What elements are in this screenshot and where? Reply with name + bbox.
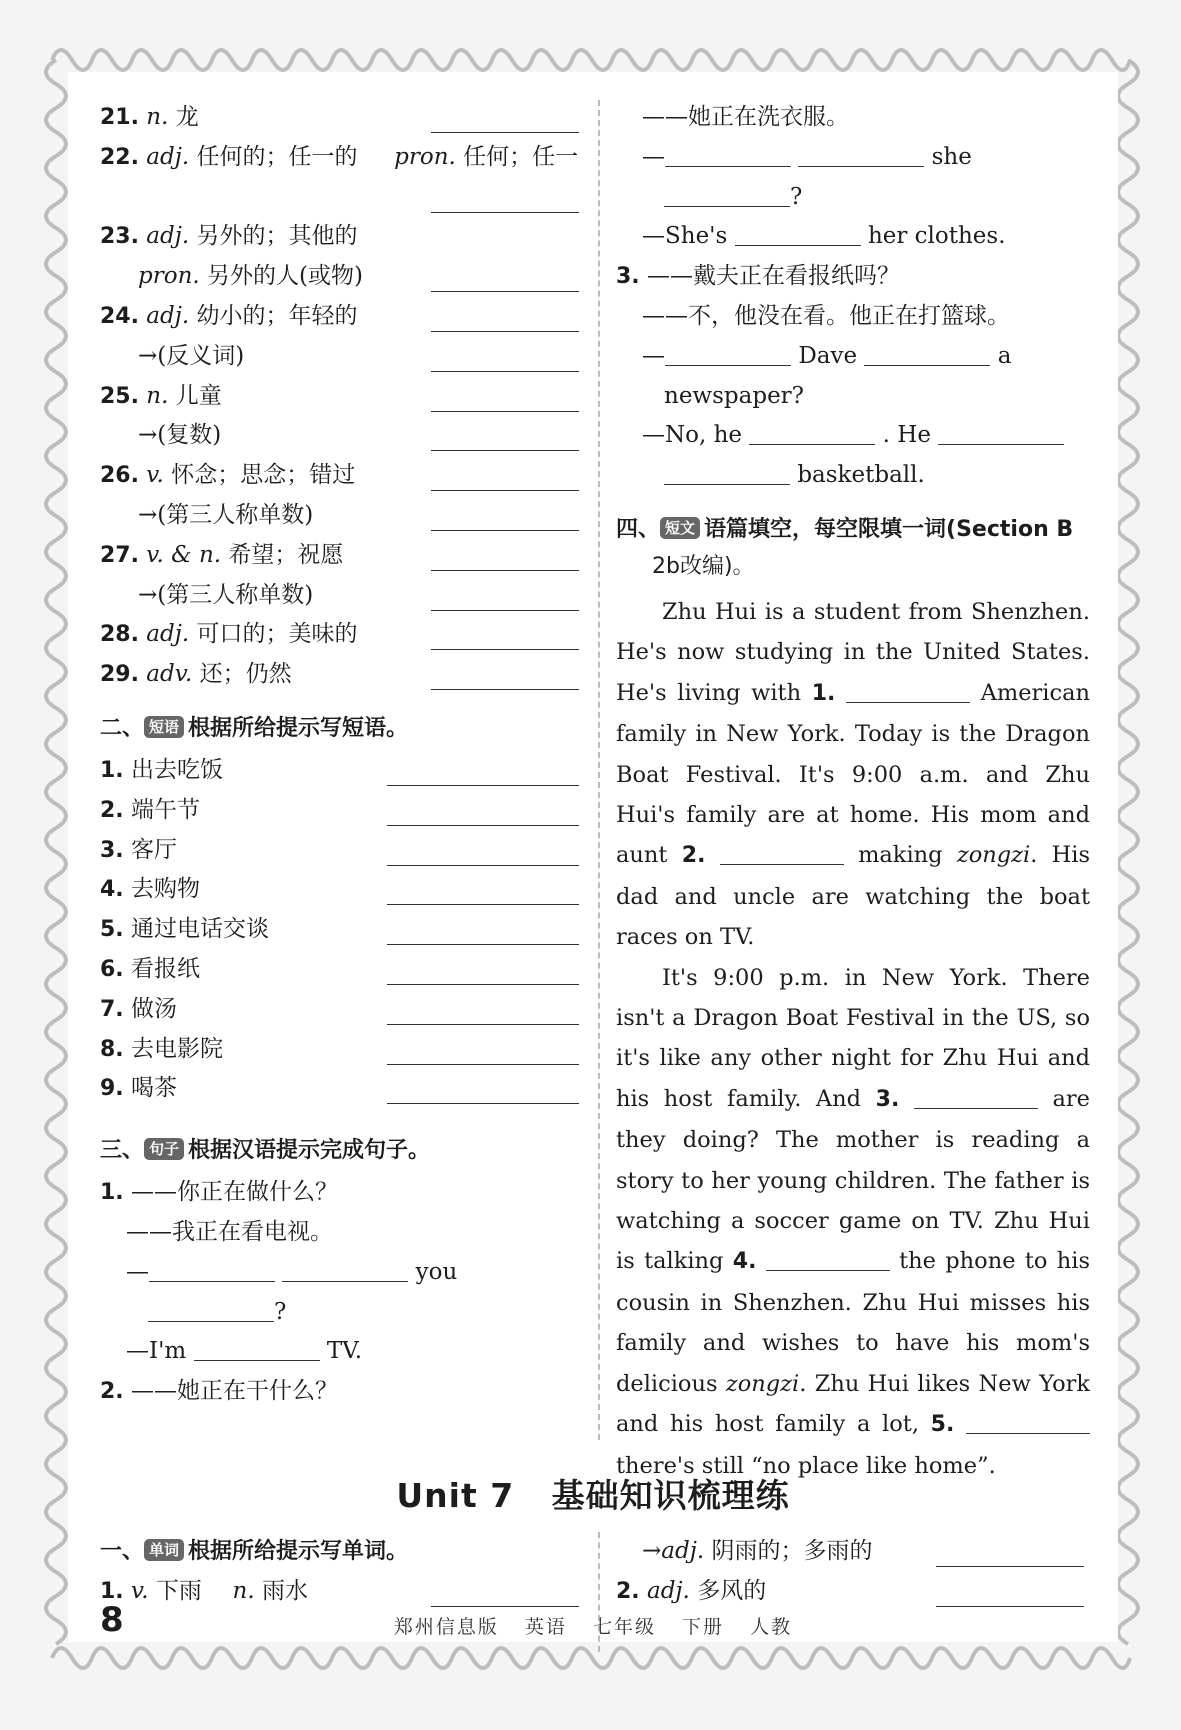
word-hint: 另外的；其他的 [196, 223, 358, 250]
part-of-speech: adj. [646, 1577, 690, 1604]
blank-number: 2. [681, 843, 706, 869]
part-of-speech: n. [232, 1578, 255, 1604]
sentence-2-en-question-cont [616, 178, 1090, 218]
phrase-row-8 [100, 1030, 585, 1070]
section-title: 根据所给提示写短语。 [188, 715, 409, 741]
word-hint: 另外的人(或物) [207, 263, 363, 290]
item-number: 3. [100, 837, 124, 863]
answer-blank[interactable] [387, 801, 579, 826]
passage-blank-4[interactable] [766, 1244, 890, 1271]
part-of-speech: adj. [146, 143, 190, 170]
phrase-hint: 做汤 [130, 995, 177, 1022]
passage-text: Zhu Hui is a student from Shenzhen. He's now studying in the United States. He's living with [616, 598, 1090, 706]
word-hint: →(复数) [138, 422, 222, 449]
section-2-heading [100, 707, 585, 751]
item-number: 26. [100, 463, 139, 489]
passage-blank-5[interactable] [966, 1407, 1090, 1434]
blank-number: 3. [875, 1086, 900, 1112]
answer-blank[interactable] [431, 546, 579, 571]
english-text: —I'm [126, 1338, 187, 1365]
answer-blank[interactable] [431, 426, 579, 451]
item-number: 8. [100, 1036, 124, 1062]
english-text: Dave [798, 342, 858, 369]
english-text: a [997, 342, 1012, 369]
blank-number: 5. [930, 1412, 955, 1438]
item-number: 27. [100, 542, 139, 568]
word-hint: 下雨 [155, 1578, 202, 1604]
footer-grade: 七年级 [592, 1616, 656, 1638]
word-row-22-blank [100, 178, 585, 218]
word-hint: 任何的；任一的 [196, 143, 358, 170]
passage-blank-3[interactable] [914, 1082, 1038, 1109]
item-number: 29. [100, 662, 139, 688]
section-title: 语篇填空，每空限填一词(Section B [704, 516, 1074, 542]
section-tag: 短文 [660, 517, 700, 539]
english-text: her clothes. [867, 223, 1006, 250]
answer-blank[interactable] [431, 267, 579, 292]
sentence-2-en-question: — she [616, 138, 1090, 178]
section-4-heading-cont [616, 548, 1090, 586]
word-row-26b [100, 496, 585, 536]
word-row-27b [100, 576, 585, 616]
answer-blank[interactable] [664, 458, 790, 485]
word-hint: 阴雨的；多雨的 [711, 1538, 873, 1564]
passage-blank-2[interactable] [720, 838, 844, 865]
word-hint: 还；仍然 [199, 661, 292, 688]
word-hint: 可口的；美味的 [196, 621, 358, 648]
answer-blank[interactable] [936, 1542, 1084, 1567]
passage-text: . Zhu Hui likes New York and his host family a lot, [616, 1370, 1091, 1438]
word-hint: 希望；祝愿 [228, 541, 344, 568]
chinese-prompt: ——她正在洗衣服。 [642, 104, 849, 130]
answer-blank[interactable] [664, 180, 790, 207]
word-hint: 怀念；思念；错过 [171, 462, 356, 489]
phrase-row-1 [100, 751, 585, 791]
english-text: TV. [326, 1338, 363, 1365]
section-prefix: 二、 [100, 715, 145, 741]
word-row-27 [100, 536, 585, 576]
sentence-1-cn-answer [100, 1213, 585, 1253]
sentence-1-cn-question [100, 1173, 585, 1213]
answer-blank[interactable] [387, 920, 579, 945]
sentence-3-cn-answer [616, 297, 1090, 337]
english-text: newspaper? [664, 382, 805, 409]
sentence-2-cn-answer [616, 98, 1090, 138]
page-number: 8 [100, 1600, 124, 1640]
item-number: 2. [616, 1578, 640, 1604]
section-4-heading [616, 512, 1090, 548]
english-text: ? [274, 1298, 287, 1325]
passage-paragraph-2 [616, 958, 1090, 1486]
phrase-hint: 通过电话交谈 [130, 916, 269, 943]
english-text: —She's [642, 223, 728, 250]
word-hint: 龙 [175, 104, 199, 130]
answer-blank[interactable] [431, 466, 579, 491]
word-row-25b [100, 416, 585, 456]
part-of-speech: n. [146, 104, 169, 130]
sentence-3-en-question-cont [616, 377, 1090, 417]
unit7-word-2 [616, 1572, 1090, 1612]
answer-blank[interactable] [938, 418, 1064, 445]
answer-blank[interactable] [431, 506, 579, 531]
answer-blank[interactable] [387, 1040, 579, 1065]
section-title: 2b改编)。 [652, 553, 755, 579]
word-row-21 [100, 98, 585, 138]
passage-text: are they doing? The mother is reading a story to her young children. The father is watching a soccer game on TV. Zhu Hui is talking [616, 1085, 1090, 1275]
phrase-row-3 [100, 831, 585, 871]
answer-blank[interactable] [798, 140, 924, 167]
word-hint: →(反义词) [138, 342, 245, 369]
passage-text: zongzi [725, 1370, 800, 1397]
passage-blank-1[interactable] [846, 676, 970, 703]
footer-subject: 英语 [524, 1616, 567, 1638]
part-of-speech: adv. [146, 661, 193, 688]
answer-blank[interactable] [864, 339, 990, 366]
part-of-speech: pron. [138, 263, 200, 290]
section-title: 根据所给提示写单词。 [188, 1539, 409, 1564]
item-number: 1. [100, 757, 124, 783]
phrase-row-6 [100, 950, 585, 990]
word-hint: 幼小的；年轻的 [196, 302, 358, 329]
left-column [100, 98, 585, 1412]
section-prefix: 三、 [100, 1138, 145, 1164]
english-text: —No, he [642, 422, 743, 449]
phrase-hint: 喝茶 [130, 1075, 177, 1102]
worksheet [68, 72, 1118, 1642]
item-number: 1. [100, 1579, 124, 1604]
word-row-28 [100, 615, 585, 655]
item-number: 6. [100, 956, 124, 982]
word-hint: 任何；任一 [463, 143, 579, 170]
chinese-prompt: ——我正在看电视。 [126, 1218, 333, 1245]
answer-blank[interactable] [431, 347, 579, 372]
item-number: 2. [100, 797, 124, 823]
phrase-hint: 去电影院 [130, 1035, 223, 1062]
unit7-right [616, 1532, 1090, 1612]
word-row-23 [100, 217, 585, 257]
sentence-1-en-question-cont [100, 1293, 585, 1333]
answer-blank[interactable] [431, 307, 579, 332]
english-text: you [415, 1258, 458, 1285]
phrase-hint: 去购物 [130, 876, 200, 903]
passage-text: American family in New York. Today is the Dragon Boat Festival. It's 9:00 a.m. and Zhu Hui's family are at home. His mom and aunt [616, 679, 1090, 869]
part-of-speech: v. [130, 1578, 149, 1604]
phrase-hint: 端午节 [130, 796, 200, 823]
english-text: ? [790, 183, 803, 210]
answer-blank[interactable] [749, 418, 875, 445]
phrase-row-9 [100, 1069, 585, 1109]
footer-volume: 下册 [682, 1616, 725, 1638]
section-tag: 单词 [144, 1539, 184, 1561]
item-number: 9. [100, 1076, 124, 1102]
answer-blank[interactable] [431, 1582, 579, 1607]
answer-blank[interactable] [387, 1000, 579, 1025]
blank-number: 4. [732, 1249, 757, 1275]
item-number: 4. [100, 877, 124, 903]
word-hint: → [642, 1538, 662, 1564]
unit7-left [100, 1532, 585, 1612]
section-title: 根据汉语提示完成句子。 [188, 1138, 431, 1164]
word-hint: →(第三人称单数) [138, 501, 314, 528]
item-number: 24. [100, 303, 139, 329]
word-hint: 多风的 [697, 1577, 767, 1604]
phrase-row-7 [100, 990, 585, 1030]
answer-blank[interactable] [431, 188, 579, 213]
column-divider [598, 100, 600, 1440]
sentence-2-en-answer [616, 217, 1090, 257]
phrase-row-2 [100, 791, 585, 831]
blank-number: 1. [811, 680, 836, 706]
section-tag: 句子 [144, 1138, 184, 1160]
part-of-speech: n. [146, 382, 169, 409]
phrase-hint: 看报纸 [130, 955, 200, 982]
item-number: 21. [100, 105, 139, 130]
chinese-prompt: ——你正在做什么？ [130, 1179, 338, 1206]
item-number: 1. [100, 1180, 124, 1206]
part-of-speech: adj. [661, 1538, 705, 1564]
item-number: 5. [100, 917, 124, 943]
item-number: 25. [100, 383, 139, 409]
passage-text: zongzi [956, 842, 1031, 869]
answer-blank[interactable] [149, 1255, 275, 1282]
item-number: 23. [100, 224, 139, 250]
answer-blank[interactable] [148, 1295, 274, 1322]
right-column [616, 98, 1090, 1486]
answer-blank[interactable] [387, 880, 579, 905]
word-row-23b [100, 257, 585, 297]
item-number: 28. [100, 622, 139, 648]
answer-blank[interactable] [431, 665, 579, 690]
word-hint: →(第三人称单数) [138, 581, 314, 608]
english-text: . He [882, 422, 931, 449]
answer-blank[interactable] [431, 586, 579, 611]
passage-text: there's still “no place like home”. [616, 1452, 996, 1479]
item-number: 22. [100, 144, 139, 170]
phrase-hint: 客厅 [130, 836, 177, 863]
answer-blank[interactable] [665, 339, 791, 366]
section-tag: 短语 [144, 716, 184, 738]
unit7-word-1b [616, 1532, 1090, 1572]
word-hint: 儿童 [175, 382, 222, 409]
answer-blank[interactable] [387, 761, 579, 786]
phrase-hint: 出去吃饭 [130, 756, 223, 783]
chinese-prompt: ——不，他没在看。他正在打篮球。 [642, 302, 1010, 329]
sentence-1-en-answer [100, 1332, 585, 1372]
footer [68, 1612, 1118, 1639]
phrase-row-5 [100, 910, 585, 950]
sentence-3-cn-question [616, 257, 1090, 297]
sentence-1-en-question: — you [100, 1253, 585, 1293]
chinese-prompt: ——她正在干什么？ [130, 1378, 338, 1405]
part-of-speech: v. [146, 462, 164, 489]
section-prefix: 四、 [616, 516, 661, 542]
answer-blank[interactable] [665, 140, 791, 167]
passage-text: making [858, 842, 943, 869]
english-text: she [931, 143, 972, 170]
answer-blank[interactable] [194, 1334, 320, 1361]
english-text: basketball. [797, 462, 925, 489]
part-of-speech: v. & n. [146, 541, 222, 568]
word-row-26 [100, 456, 585, 496]
word-row-24b [100, 337, 585, 377]
answer-blank[interactable] [387, 1079, 579, 1104]
part-of-speech: pron. [394, 143, 456, 170]
word-row-22 [100, 138, 585, 178]
answer-blank[interactable] [936, 1582, 1084, 1607]
word-row-25 [100, 377, 585, 417]
item-number: 2. [100, 1379, 124, 1405]
word-row-24 [100, 297, 585, 337]
sentence-3-en-answer-cont [616, 456, 1090, 496]
passage-text: the phone to his cousin in Shenzhen. Zhu Hui misses his family and wishes to have his mom's delicious [616, 1248, 1090, 1397]
footer-edition: 人教 [750, 1616, 793, 1638]
word-row-29 [100, 655, 585, 695]
unit7-word-1 [100, 1572, 585, 1612]
item-number: 3. [616, 264, 640, 290]
part-of-speech: adj. [146, 621, 190, 648]
word-hint: 雨水 [261, 1578, 308, 1604]
answer-blank[interactable] [282, 1255, 408, 1282]
unit7-section-heading [100, 1532, 585, 1572]
phrase-row-4 [100, 870, 585, 910]
answer-blank[interactable] [431, 387, 579, 412]
answer-blank[interactable] [387, 960, 579, 985]
sentence-3-en-question: — Dave a [616, 337, 1090, 377]
answer-blank[interactable] [431, 625, 579, 650]
footer-publisher: 郑州信息版 [393, 1616, 499, 1638]
item-number: 7. [100, 996, 124, 1022]
answer-blank[interactable] [431, 108, 579, 133]
unit-title: Unit 7 基础知识梳理练 [396, 1476, 790, 1515]
answer-blank[interactable] [387, 841, 579, 866]
sentence-3-en-answer [616, 416, 1090, 456]
passage-paragraph-1 [616, 592, 1090, 958]
passage-text: It's 9:00 p.m. in New York. There isn't a Dragon Boat Festival in the US, so it's like any other night for Zhu Hui and his host family. And [616, 964, 1090, 1112]
passage-text: . His dad and uncle are watching the boat races on TV. [616, 842, 1091, 951]
section-prefix: 一、 [100, 1539, 145, 1564]
section-3-heading [100, 1129, 585, 1173]
chinese-prompt: ——戴夫正在看报纸吗？ [646, 263, 900, 290]
answer-blank[interactable] [735, 219, 861, 246]
part-of-speech: adj. [146, 223, 190, 250]
part-of-speech: adj. [146, 302, 190, 329]
sentence-2-cn-question [100, 1372, 585, 1412]
